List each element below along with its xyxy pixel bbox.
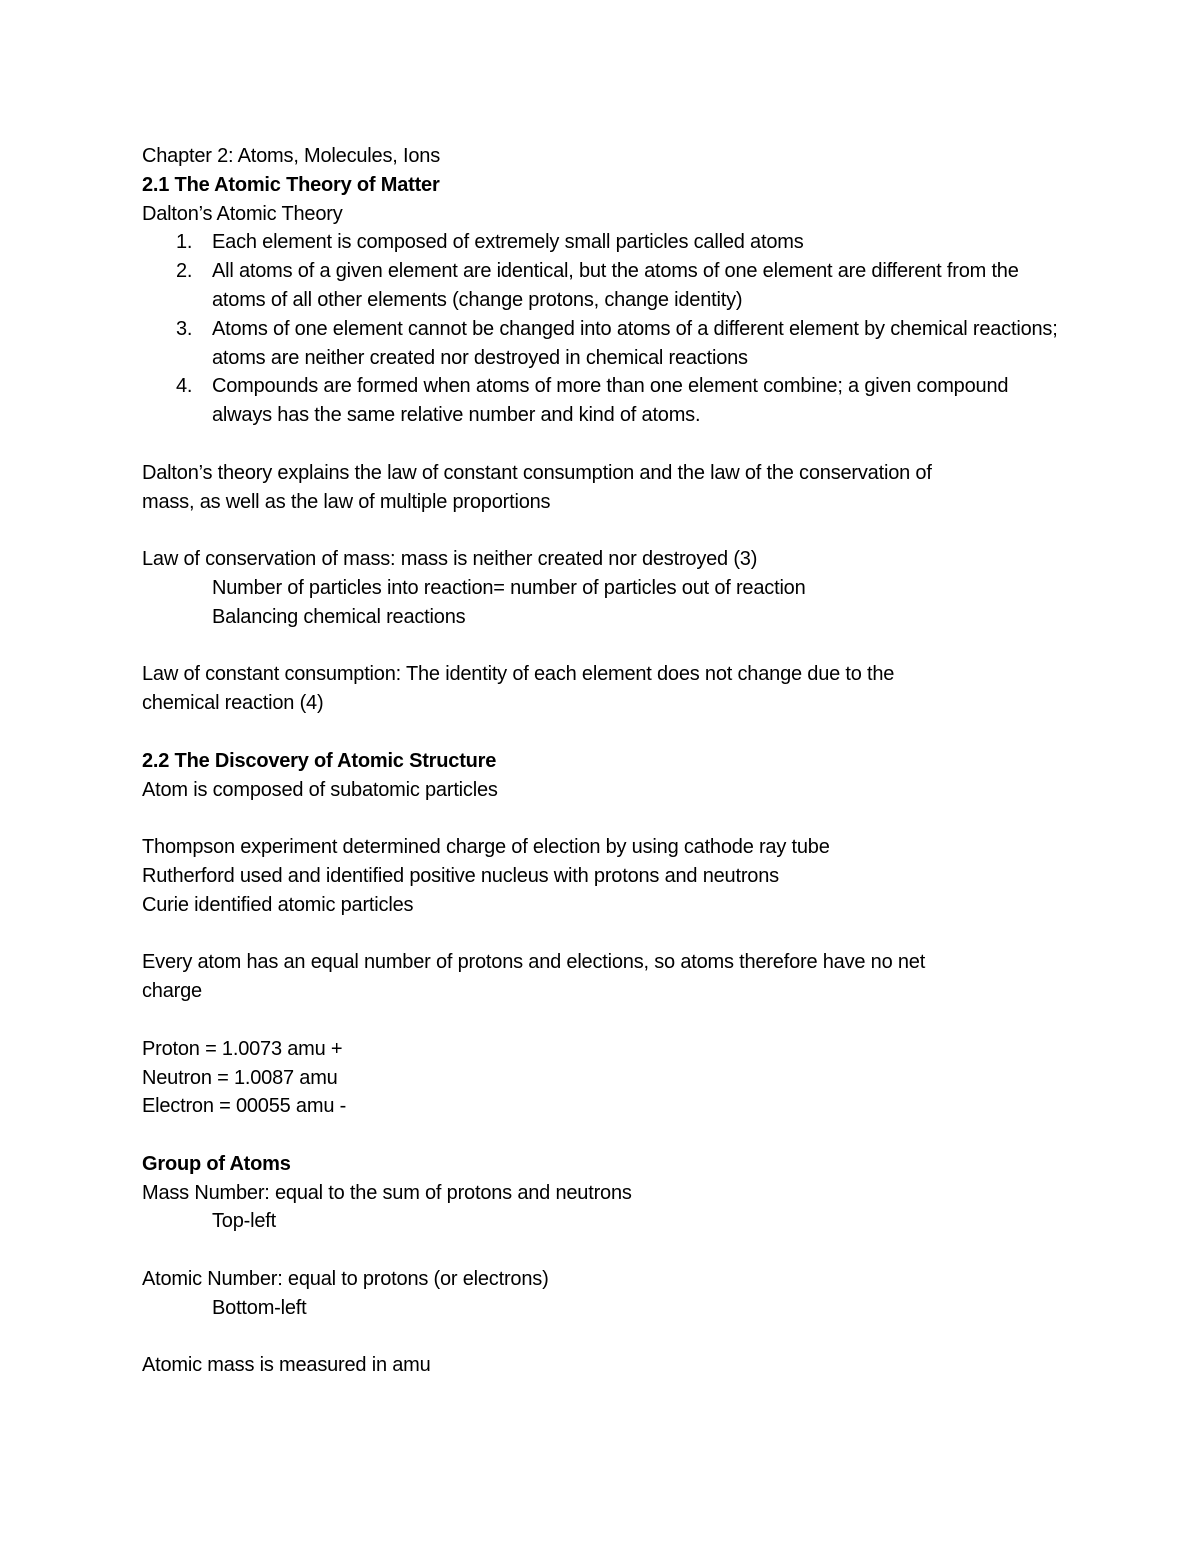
spacer bbox=[142, 1323, 1062, 1352]
list-number: 1. bbox=[176, 231, 193, 254]
list-item-text: Each element is composed of extremely small particles called atoms bbox=[212, 231, 804, 254]
list-item bbox=[142, 315, 1062, 373]
neutron-mass: Neutron = 1.0087 amu bbox=[142, 1066, 338, 1089]
conservation-law-detail: Balancing chemical reactions bbox=[212, 605, 466, 628]
list-number: 2. bbox=[176, 260, 193, 283]
dalton-explanation-line-1: Dalton’s theory explains the law of constant consumption and the law of the conservation of bbox=[142, 461, 932, 484]
spacer bbox=[142, 430, 1062, 459]
electron-mass: Electron = 00055 amu - bbox=[142, 1095, 347, 1118]
document-page bbox=[142, 142, 1062, 1380]
list-item bbox=[142, 372, 1062, 430]
dalton-theory-list bbox=[142, 228, 1062, 430]
mass-number-position: Top-left bbox=[212, 1210, 276, 1233]
conservation-law-detail: Number of particles into reaction= number of particles out of reaction bbox=[212, 576, 806, 599]
list-item-text: All atoms of a given element are identical, but the atoms of one element are different from the atoms of all other elements (change protons, change identity) bbox=[212, 260, 1019, 311]
spacer bbox=[142, 1236, 1062, 1265]
spacer bbox=[142, 632, 1062, 661]
constant-law-line-2: chemical reaction (4) bbox=[142, 692, 324, 715]
mass-number-definition: Mass Number: equal to the sum of protons and neutrons bbox=[142, 1181, 632, 1204]
neutral-charge-line-2: charge bbox=[142, 980, 202, 1003]
list-item bbox=[142, 228, 1062, 257]
dalton-subheading: Dalton’s Atomic Theory bbox=[142, 202, 343, 225]
chapter-title: Chapter 2: Atoms, Molecules, Ions bbox=[142, 145, 440, 167]
list-number: 4. bbox=[176, 375, 193, 398]
atomic-number-definition: Atomic Number: equal to protons (or electrons) bbox=[142, 1268, 549, 1291]
spacer bbox=[142, 718, 1062, 747]
spacer bbox=[142, 804, 1062, 833]
group-of-atoms-heading: Group of Atoms bbox=[142, 1152, 291, 1175]
proton-mass: Proton = 1.0073 amu + bbox=[142, 1037, 343, 1060]
list-item-text: Atoms of one element cannot be changed into atoms of a different element by chemical reactions; atoms are neither created nor destroyed in chemical reactions bbox=[212, 317, 1058, 369]
spacer bbox=[142, 516, 1062, 545]
neutral-charge-line-1: Every atom has an equal number of protons and elections, so atoms therefore have no net bbox=[142, 951, 926, 974]
list-item bbox=[142, 257, 1062, 315]
curie-note: Curie identified atomic particles bbox=[142, 893, 414, 916]
list-item-text: Compounds are formed when atoms of more than one element combine; a given compound always has the same relative number and kind of atoms. bbox=[212, 375, 1009, 427]
dalton-explanation-line-2: mass, as well as the law of multiple proportions bbox=[142, 490, 551, 513]
constant-law-line-1: Law of constant consumption: The identity of each element does not change due to the bbox=[142, 663, 895, 686]
list-number: 3. bbox=[176, 317, 193, 340]
spacer bbox=[142, 920, 1062, 949]
atomic-number-position: Bottom-left bbox=[212, 1296, 307, 1319]
thompson-note: Thompson experiment determined charge of election by using cathode ray tube bbox=[142, 836, 830, 859]
conservation-law-title: Law of conservation of mass: mass is neither created nor destroyed (3) bbox=[142, 548, 758, 571]
rutherford-note: Rutherford used and identified positive nucleus with protons and neutrons bbox=[142, 864, 779, 887]
subatomic-intro: Atom is composed of subatomic particles bbox=[142, 778, 498, 801]
spacer bbox=[142, 1121, 1062, 1150]
atomic-mass-note: Atomic mass is measured in amu bbox=[142, 1354, 431, 1377]
section-2-2-heading: 2.2 The Discovery of Atomic Structure bbox=[142, 749, 497, 772]
section-2-1-heading: 2.1 The Atomic Theory of Matter bbox=[142, 173, 440, 196]
spacer bbox=[142, 1006, 1062, 1035]
